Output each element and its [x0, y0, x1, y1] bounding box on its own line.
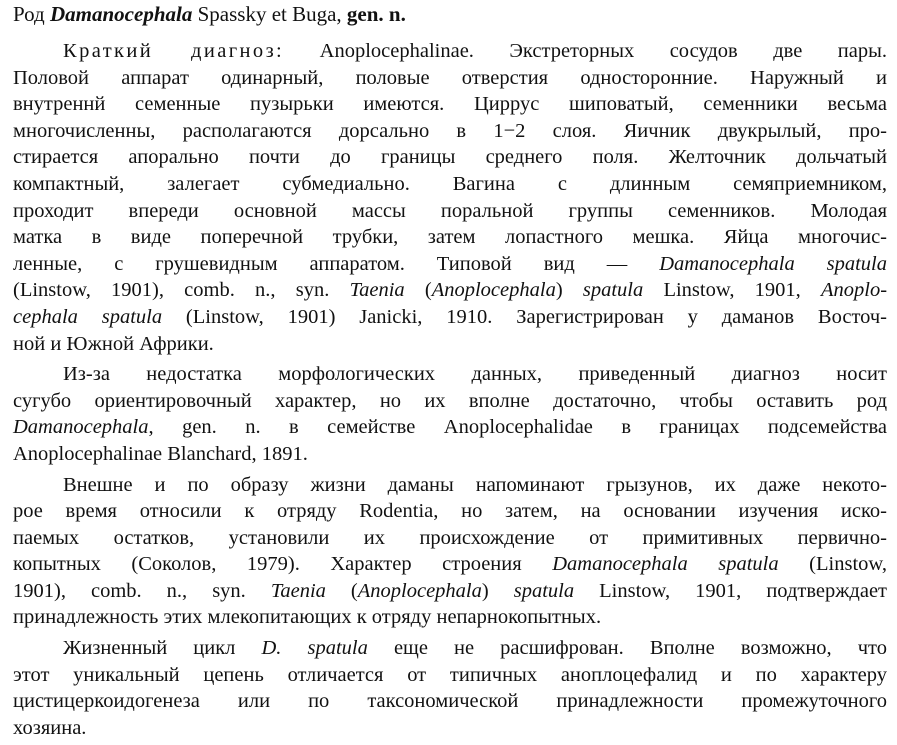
paragraph	[13, 361, 887, 467]
text-segment: ной и Южной Африки.	[13, 332, 214, 355]
text-segment: ленные, с грушевидным аппаратом. Типовой вид —	[13, 252, 660, 275]
text-line	[13, 688, 887, 715]
text-line	[13, 171, 887, 198]
text-segment: Внешне и по образу жизни даманы напоминают грызунов, их даже некото-	[63, 473, 887, 496]
text-line	[13, 198, 887, 225]
italic-text: Anoplocephala	[357, 579, 482, 602]
text-line	[13, 91, 887, 118]
text-line	[13, 144, 887, 171]
body-text	[13, 38, 887, 741]
text-segment: этот уникальный цепень отличается от типичных аноплоцефалид и по характеру	[13, 663, 887, 686]
text-segment: (Linstow, 1901), comb. n., syn.	[13, 279, 350, 302]
text-segment: компактный, залегает субмедиально. Вагина с длинным семяприемником,	[13, 172, 887, 195]
text-line	[13, 525, 887, 552]
text-segment: копытных (Соколов, 1979). Характер строения	[13, 553, 553, 576]
text-segment: Anoplocephalinae Blanchard, 1891.	[13, 442, 308, 465]
text-segment: матка в виде поперечной трубки, затем лопастного мешка. Яйца многочис-	[13, 226, 887, 249]
text-segment: Anoplocephalinae. Экстреторных сосудов две пары.	[284, 40, 887, 62]
text-segment: хозяина.	[13, 716, 87, 739]
text-segment: Linstow, 1901, подтверждает	[574, 579, 887, 602]
text-line	[13, 662, 887, 689]
text-line	[13, 277, 887, 304]
text-segment: Linstow, 1901,	[643, 279, 821, 302]
text-line	[13, 118, 887, 145]
italic-text: D. spatula	[261, 637, 368, 660]
text-segment: сугубо ориентировочный характер, но их вполне достаточно, чтобы оставить род	[13, 389, 887, 412]
italic-text: Damanocephala spatula	[659, 252, 888, 275]
text-segment: Из-за недостатка морфологических данных, приведенный диагноз носит	[63, 363, 887, 386]
italic-text: Taenia	[270, 579, 326, 602]
text-line	[13, 604, 887, 631]
text-segment: 1901), comb. n., syn.	[13, 579, 271, 602]
text-line	[13, 361, 887, 388]
italic-text: Damanocephala spatula	[552, 553, 779, 576]
italic-text: Taenia	[349, 279, 405, 302]
text-segment: еще не расшифрован. Вполне возможно, что	[367, 637, 887, 660]
text-segment: паемых остатков, установили их происхождение от примитивных первично-	[13, 526, 887, 549]
text-line	[13, 331, 887, 358]
text-segment: (	[325, 579, 358, 602]
text-line	[13, 551, 887, 578]
text-segment: (Linstow,	[778, 553, 887, 576]
text-line	[13, 715, 887, 742]
text-line	[13, 441, 887, 468]
heading-prefix: Род	[13, 2, 50, 26]
italic-text: spatula	[513, 579, 575, 602]
paragraph	[13, 635, 887, 741]
text-segment: многочисленны, располагаются дорсально в 1−2 слоя. Яичник двукрылый, про-	[13, 119, 887, 142]
text-segment: рое время относили к отряду Rodentia, но затем, на основании изучения иско-	[13, 500, 887, 523]
text-line	[13, 498, 887, 525]
text-segment: проходит впереди основной массы поральной группы семенников. Молодая	[13, 199, 887, 222]
heading-authors: Spassky et Buga,	[192, 2, 347, 26]
text-segment: )	[555, 279, 583, 302]
text-segment: стирается апорально почти до границы среднего поля. Желточник дольчатый	[13, 146, 887, 169]
heading-genus-name: Damanocephala	[50, 2, 193, 26]
text-line	[13, 38, 887, 65]
text-line	[13, 414, 887, 441]
text-line	[13, 472, 887, 499]
text-segment: принадлежность этих млекопитающих к отряду непарнокопытных.	[13, 606, 602, 629]
italic-text: cephala spatula	[13, 305, 163, 328]
italic-text: Anoplocephala	[431, 279, 556, 302]
text-segment: , gen. n. в семействе Anoplocephalidae в границах подсемейства	[148, 416, 887, 439]
italic-text: Damanocephala	[13, 416, 149, 439]
text-line	[13, 388, 887, 415]
text-segment: )	[481, 579, 514, 602]
paragraph	[13, 472, 887, 632]
text-line	[13, 304, 887, 331]
italic-text: spatula	[582, 279, 644, 302]
paragraph	[13, 38, 887, 357]
text-line	[13, 251, 887, 278]
text-segment: Краткий диагноз:	[63, 40, 285, 62]
text-segment: (Linstow, 1901) Janicki, 1910. Зарегистрирован у даманов Восточ-	[162, 305, 887, 328]
document-page	[13, 2, 887, 745]
genus-heading	[13, 2, 887, 27]
text-line	[13, 224, 887, 251]
text-line	[13, 578, 887, 605]
italic-text: Anoplo-	[820, 279, 888, 302]
text-segment: Половой аппарат одинарный, половые отверстия односторонние. Наружный и	[13, 66, 887, 89]
text-segment: внутреннй семенные пузырьки имеются. Циррус шиповатый, семенники весьма	[13, 93, 887, 116]
text-line	[13, 65, 887, 92]
text-segment: Жизненный цикл	[63, 637, 262, 660]
heading-gen-n: gen. n.	[346, 2, 406, 26]
text-segment: цистицеркоидогенеза или по таксономической принадлежности промежуточного	[13, 690, 887, 713]
text-segment: (	[404, 279, 432, 302]
text-line	[13, 635, 887, 662]
